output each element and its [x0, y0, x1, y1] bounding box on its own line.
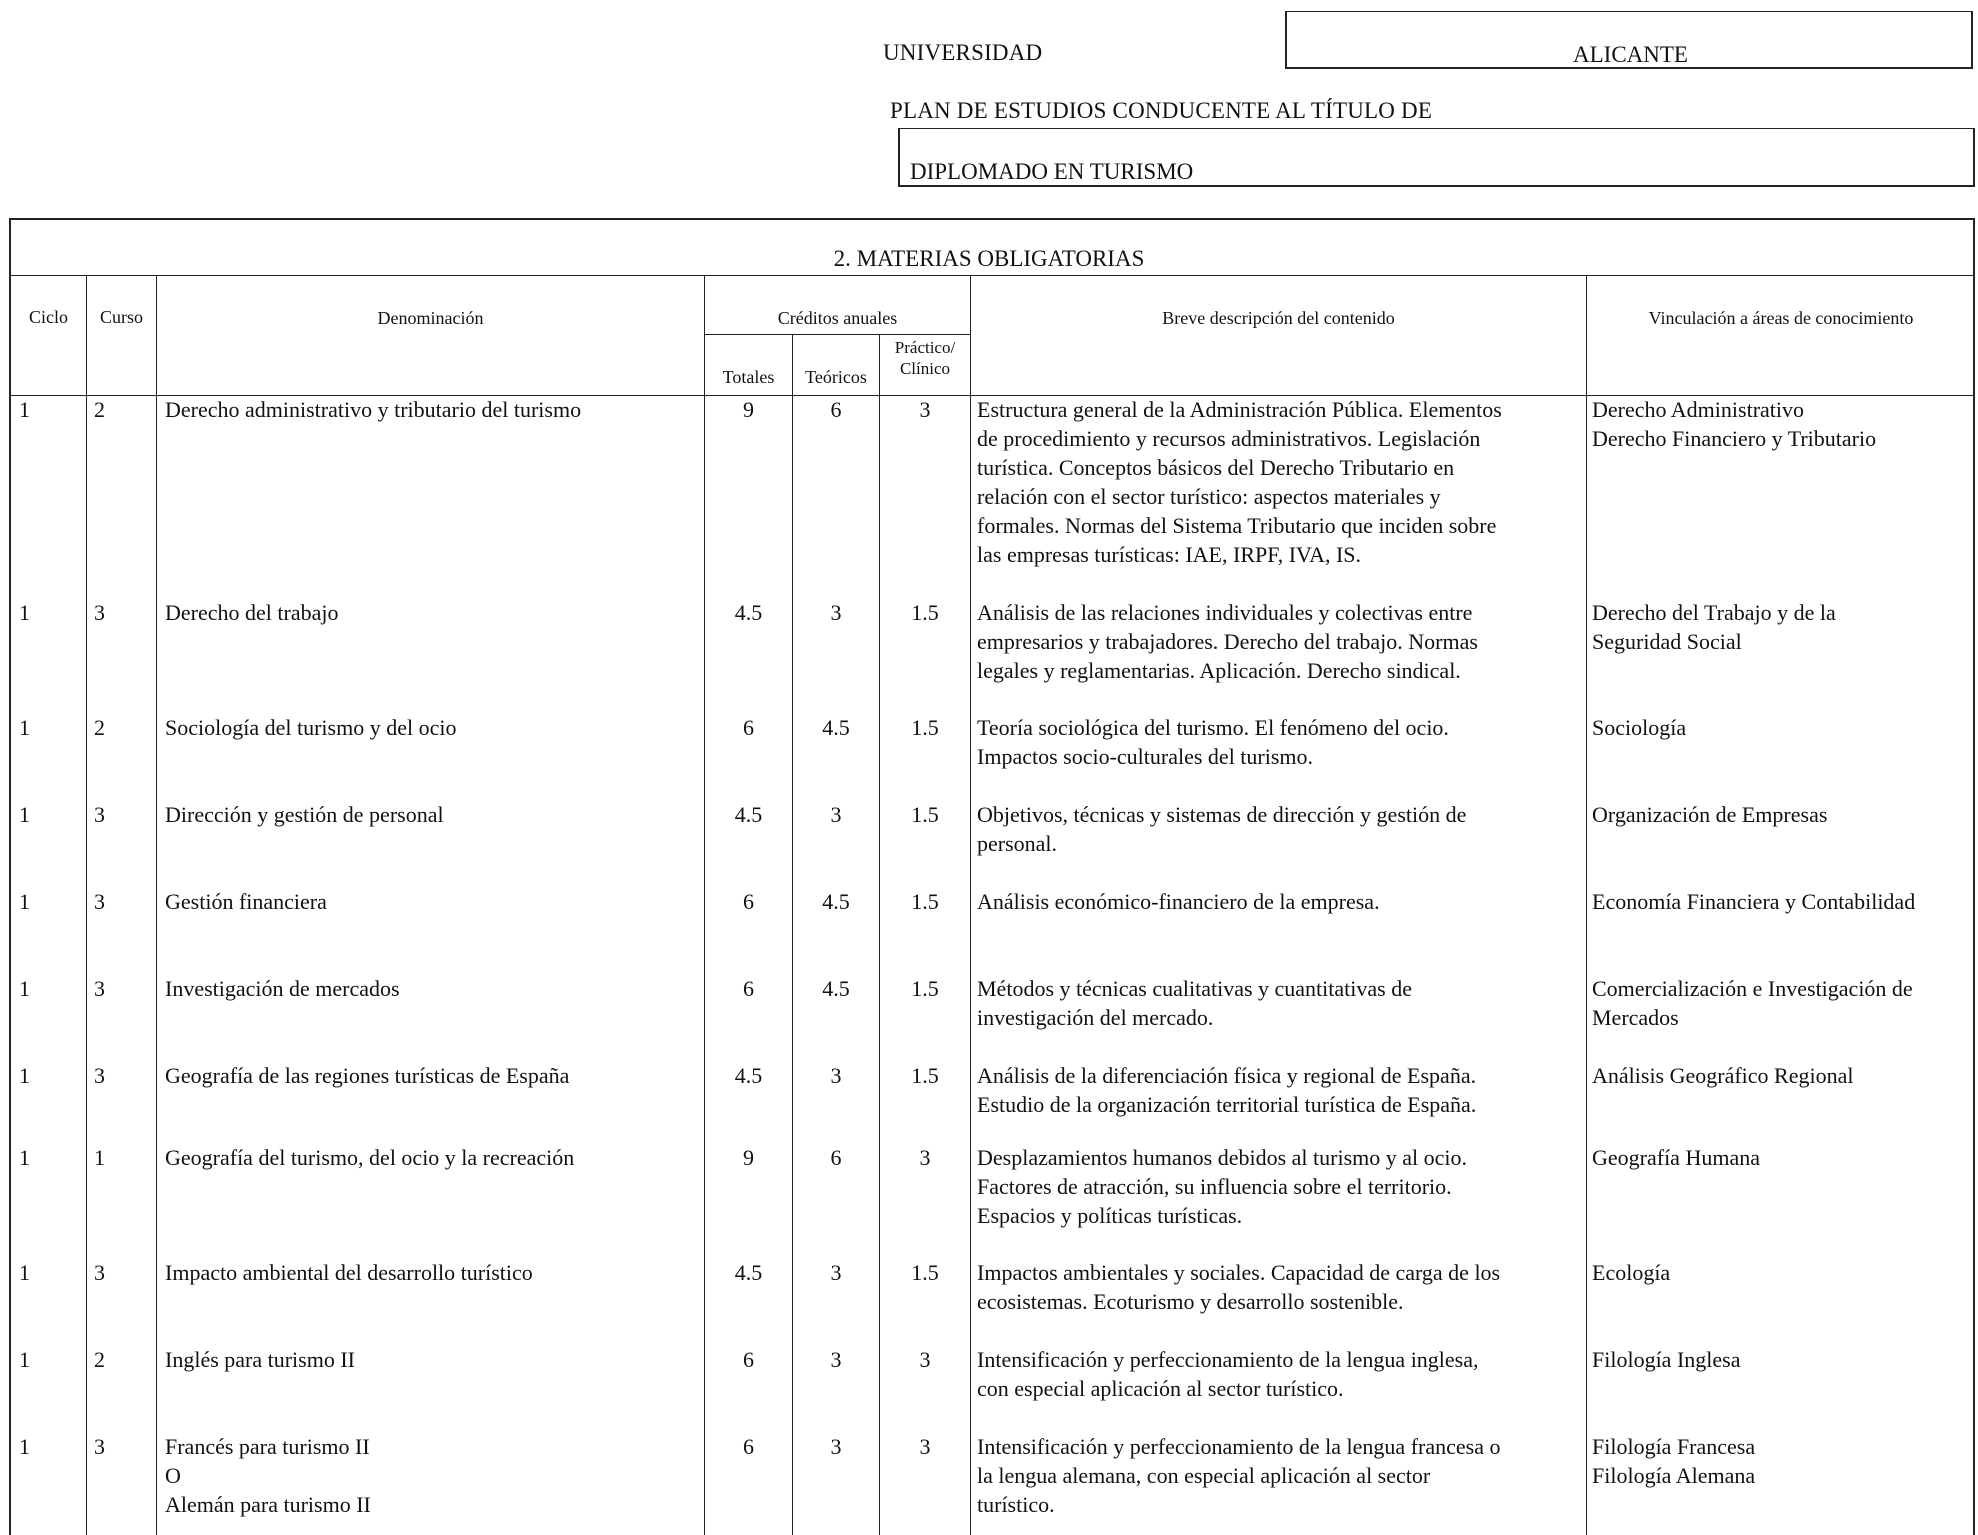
row-denominacion: Sociología del turismo y del ocio — [165, 715, 457, 740]
row-denominacion: Gestión financiera — [165, 889, 327, 914]
row-vinculacion-line: Geografía Humana — [1592, 1145, 1760, 1170]
row-denominacion: O — [165, 1463, 181, 1488]
row-practicos: 1.5 — [911, 1260, 939, 1285]
row-curso: 2 — [94, 715, 105, 740]
universidad-label: UNIVERSIDAD — [883, 40, 1043, 65]
row-denominacion: Derecho del trabajo — [165, 600, 339, 625]
row-curso: 3 — [94, 889, 105, 914]
row-descripcion-line: la lengua alemana, con especial aplicación al sector — [977, 1463, 1431, 1488]
colhead-curso: Curso — [99, 307, 143, 327]
row-practicos: 1.5 — [911, 889, 939, 914]
row-vinculacion-line: Filología Inglesa — [1592, 1347, 1741, 1372]
row-descripcion-line: empresarios y trabajadores. Derecho del trabajo. Normas — [977, 629, 1478, 654]
universidad-box — [1285, 11, 1973, 69]
row-denominacion: Derecho administrativo y tributario del turismo — [165, 397, 582, 422]
row-descripcion-line: ecosistemas. Ecoturismo y desarrollo sostenible. — [977, 1289, 1404, 1314]
row-ciclo: 1 — [19, 1347, 30, 1372]
row-teoricos: 4.5 — [822, 889, 850, 914]
row-ciclo: 1 — [19, 802, 30, 827]
colhead-creditos: Créditos anuales — [777, 308, 898, 328]
row-totales: 9 — [743, 397, 754, 422]
row-ciclo: 1 — [19, 1260, 30, 1285]
row-teoricos: 3 — [830, 802, 842, 827]
row-vinculacion-line: Derecho Administrativo — [1592, 397, 1805, 422]
row-denominacion: Investigación de mercados — [165, 976, 400, 1001]
row-practicos: 1.5 — [911, 802, 939, 827]
row-descripcion-line: Impactos ambientales y sociales. Capacidad de carga de los — [977, 1260, 1501, 1285]
row-descripcion-line: Métodos y técnicas cualitativas y cuantitativas de — [977, 976, 1412, 1001]
row-denominacion: Alemán para turismo II — [165, 1492, 371, 1517]
row-descripcion-line: Espacios y políticas turísticas. — [977, 1203, 1243, 1228]
row-denominacion: Geografía del turismo, del ocio y la recreación — [165, 1145, 575, 1170]
row-practicos: 1.5 — [911, 976, 939, 1001]
plan-label: PLAN DE ESTUDIOS CONDUCENTE AL TÍTULO DE — [890, 98, 1433, 123]
row-vinculacion-line: Sociología — [1592, 715, 1687, 740]
col-rule-descripcion — [1586, 275, 1587, 1535]
row-ciclo: 1 — [19, 1434, 30, 1459]
col-rule-curso — [156, 275, 157, 1535]
row-descripcion-line: Factores de atracción, su influencia sobre el territorio. — [977, 1174, 1452, 1199]
row-teoricos: 4.5 — [822, 715, 850, 740]
section-title: 2. MATERIAS OBLIGATORIAS — [833, 246, 1145, 271]
row-vinculacion-line: Filología Francesa — [1592, 1434, 1756, 1459]
row-ciclo: 1 — [19, 1145, 30, 1170]
row-totales: 6 — [743, 1434, 754, 1459]
row-teoricos: 3 — [830, 1434, 842, 1459]
row-curso: 3 — [94, 802, 105, 827]
row-teoricos: 3 — [830, 1347, 842, 1372]
colhead-ciclo: Ciclo — [29, 307, 68, 327]
row-curso: 2 — [94, 397, 105, 422]
row-curso: 2 — [94, 1347, 105, 1372]
row-ciclo: 1 — [19, 1063, 30, 1088]
row-vinculacion-line: Análisis Geográfico Regional — [1592, 1063, 1854, 1088]
row-totales: 6 — [743, 715, 754, 740]
row-teoricos: 4.5 — [822, 976, 850, 1001]
row-descripcion-line: turística. Conceptos básicos del Derecho Tributario en — [977, 455, 1455, 480]
row-descripcion-line: relación con el sector turístico: aspectos materiales y — [977, 484, 1441, 509]
row-descripcion-line: las empresas turísticas: IAE, IRPF, IVA, IS. — [977, 542, 1362, 567]
row-descripcion-line: de procedimiento y recursos administrativos. Legislación — [977, 426, 1481, 451]
header-top-rule — [9, 275, 1975, 276]
titulo-box — [898, 128, 1975, 187]
row-denominacion: Dirección y gestión de personal — [165, 802, 444, 827]
row-teoricos: 3 — [830, 1063, 842, 1088]
row-teoricos: 3 — [830, 1260, 842, 1285]
row-descripcion-line: formales. Normas del Sistema Tributario que inciden sobre — [977, 513, 1497, 538]
row-descripcion-line: Intensificación y perfeccionamiento de la lengua inglesa, — [977, 1347, 1479, 1372]
row-descripcion-line: Análisis de la diferenciación física y regional de España. — [977, 1063, 1477, 1088]
row-vinculacion-line: Mercados — [1592, 1005, 1679, 1030]
row-descripcion-line: Estructura general de la Administración Pública. Elementos — [977, 397, 1502, 422]
row-ciclo: 1 — [19, 976, 30, 1001]
row-descripcion-line: Estudio de la organización territorial turística de España. — [977, 1092, 1477, 1117]
row-descripcion-line: legales y reglamentarias. Aplicación. Derecho sindical. — [977, 658, 1461, 683]
row-practicos: 1.5 — [911, 715, 939, 740]
row-curso: 3 — [94, 1434, 105, 1459]
row-vinculacion-line: Organización de Empresas — [1592, 802, 1828, 827]
titulo-value: DIPLOMADO EN TURISMO — [910, 159, 1194, 184]
row-totales: 4.5 — [734, 1260, 763, 1285]
row-vinculacion-line: Comercialización e Investigación de — [1592, 976, 1913, 1001]
col-rule-ciclo — [86, 275, 87, 1535]
col-rule-creditos — [970, 275, 971, 1535]
row-ciclo: 1 — [19, 600, 30, 625]
row-ciclo: 1 — [19, 889, 30, 914]
row-vinculacion-line: Ecología — [1592, 1260, 1671, 1285]
row-descripcion-line: Análisis de las relaciones individuales y colectivas entre — [977, 600, 1473, 625]
row-denominacion: Impacto ambiental del desarrollo turístico — [165, 1260, 533, 1285]
row-curso: 3 — [94, 600, 105, 625]
row-totales: 6 — [743, 889, 754, 914]
universidad-value: ALICANTE — [1573, 42, 1688, 67]
row-practicos: 3 — [919, 397, 931, 422]
colhead-totales: Totales — [722, 367, 775, 387]
colhead-practicos-line2: Clínico — [899, 359, 951, 378]
row-descripcion-line: Intensificación y perfeccionamiento de la lengua francesa o — [977, 1434, 1501, 1459]
row-descripcion-line: Objetivos, técnicas y sistemas de dirección y gestión de — [977, 802, 1467, 827]
row-descripcion-line: Desplazamientos humanos debidos al turismo y al ocio. — [977, 1145, 1468, 1170]
row-ciclo: 1 — [19, 397, 30, 422]
colhead-practicos — [880, 337, 970, 379]
row-descripcion-line: investigación del mercado. — [977, 1005, 1214, 1030]
row-totales: 4.5 — [734, 600, 763, 625]
row-descripcion-line: Impactos socio-culturales del turismo. — [977, 744, 1314, 769]
row-descripcion-line: con especial aplicación al sector turístico. — [977, 1376, 1344, 1401]
row-vinculacion-line: Derecho Financiero y Tributario — [1592, 426, 1877, 451]
row-totales: 6 — [743, 976, 754, 1001]
row-descripcion-line: Teoría sociológica del turismo. El fenómeno del ocio. — [977, 715, 1449, 740]
row-totales: 4.5 — [734, 1063, 763, 1088]
row-totales: 6 — [743, 1347, 754, 1372]
row-vinculacion-line: Derecho del Trabajo y de la — [1592, 600, 1836, 625]
row-teoricos: 3 — [830, 600, 842, 625]
row-practicos: 1.5 — [911, 1063, 939, 1088]
row-denominacion: Francés para turismo II — [165, 1434, 370, 1459]
colhead-vinculacion: Vinculación a áreas de conocimiento — [1648, 308, 1914, 328]
row-descripcion-line: personal. — [977, 831, 1058, 856]
row-vinculacion-line: Economía Financiera y Contabilidad — [1592, 889, 1916, 914]
row-denominacion: Geografía de las regiones turísticas de España — [165, 1063, 570, 1088]
row-teoricos: 6 — [830, 1145, 842, 1170]
colhead-practicos-line1: Práctico/ — [894, 338, 956, 357]
colhead-teoricos: Teóricos — [805, 367, 867, 387]
row-descripcion-line: Análisis económico-financiero de la empresa. — [977, 889, 1380, 914]
colhead-descripcion: Breve descripción del contenido — [1162, 308, 1395, 328]
row-totales: 9 — [743, 1145, 754, 1170]
colhead-denominacion: Denominación — [377, 308, 484, 328]
row-curso: 1 — [94, 1145, 105, 1170]
row-practicos: 3 — [919, 1434, 931, 1459]
row-vinculacion-line: Seguridad Social — [1592, 629, 1742, 654]
row-ciclo: 1 — [19, 715, 30, 740]
row-curso: 3 — [94, 976, 105, 1001]
row-curso: 3 — [94, 1260, 105, 1285]
row-descripcion-line: turístico. — [977, 1492, 1055, 1517]
row-teoricos: 6 — [830, 397, 842, 422]
row-practicos: 3 — [919, 1145, 931, 1170]
creditos-subrule — [705, 334, 971, 335]
row-vinculacion-line: Filología Alemana — [1592, 1463, 1756, 1488]
row-curso: 3 — [94, 1063, 105, 1088]
row-totales: 4.5 — [734, 802, 763, 827]
row-denominacion: Inglés para turismo II — [165, 1347, 355, 1372]
row-practicos: 1.5 — [911, 600, 939, 625]
row-practicos: 3 — [919, 1347, 931, 1372]
